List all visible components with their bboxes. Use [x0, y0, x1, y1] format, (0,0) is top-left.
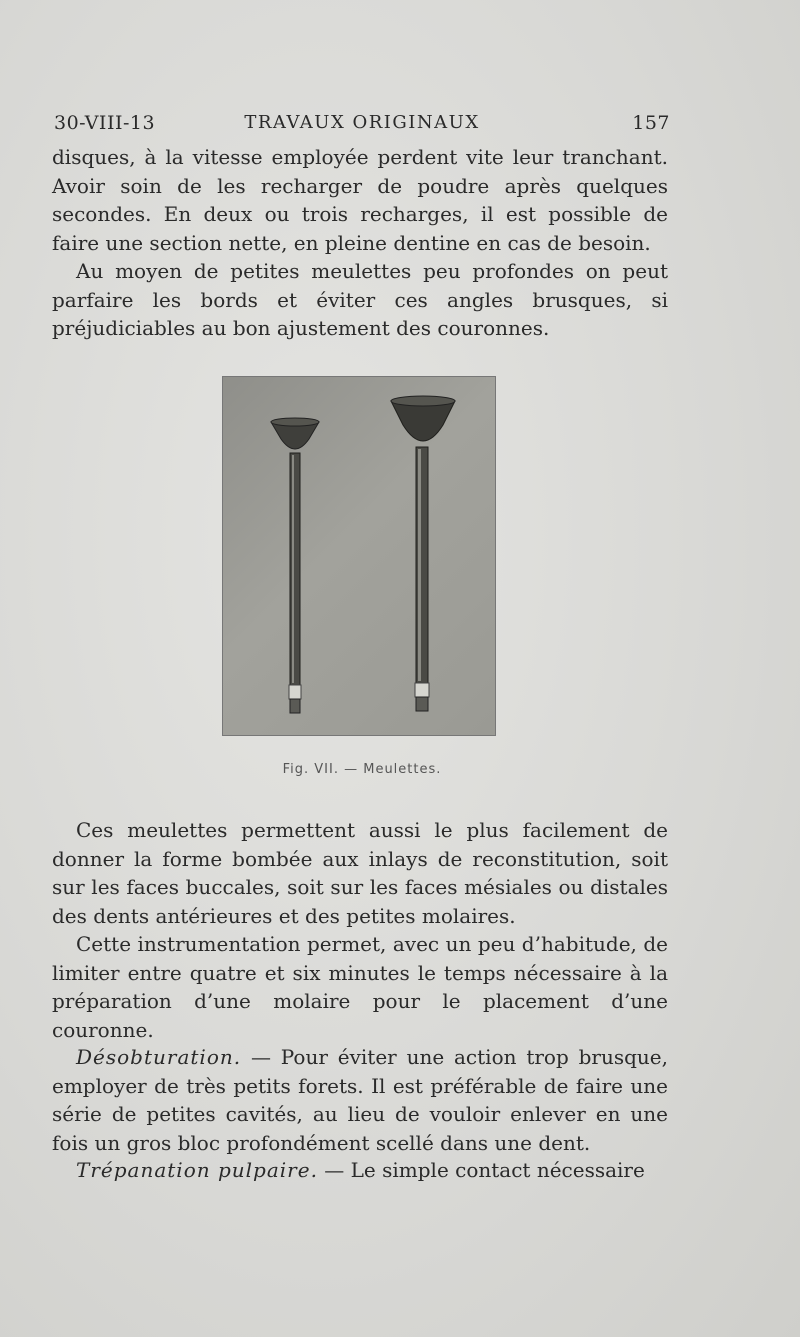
paragraph-4: Cette instrumentation permet, avec un peu d’habitude, de limiter entre quatre et six minutes le temps nécessaire à la préparation d’une molaire pour le placement d’une couronne.: [52, 932, 668, 1042]
meulettes-illustration: [223, 377, 495, 735]
figure-meulettes-photo: [222, 376, 496, 736]
page-number: 157: [632, 112, 670, 134]
paragraph-5: [52, 1043, 668, 1157]
paragraph-5-text: — Pour éviter une action trop brusque, employer de très petits forets. Il est préférable de faire une série de petites cavités, au lieu de vouloir enlever en une fois un gros bloc profondément scellé dans une dent.: [52, 1045, 668, 1155]
paragraph-6: [52, 1156, 668, 1185]
meulette-left-icon: [271, 418, 319, 713]
figure-caption: Fig. VII. — Meulettes.: [282, 762, 442, 777]
running-header: [54, 112, 670, 140]
header-section-title: TRAVAUX ORIGINAUX: [244, 112, 480, 133]
paragraph-3: Ces meulettes permettent aussi le plus facilement de donner la forme bombée aux inlays de reconstitution, soit sur les faces buccales, soit sur les faces mésiales ou distales des dents antérieures et des petites molaires.: [52, 818, 668, 928]
header-date: 30-VIII-13: [54, 112, 156, 134]
meulette-right-icon: [391, 396, 455, 711]
paragraph-2: Au moyen de petites meulettes peu profondes on peut parfaire les bords et éviter ces angles brusques, si préjudiciables au bon ajustement des couronnes.: [52, 259, 668, 340]
paragraph-5-title: Désobturation.: [76, 1045, 242, 1069]
paragraph-1: disques, à la vitesse employée perdent vite leur tranchant. Avoir soin de les recharger de poudre après quelques secondes. En deux ou trois recharges, il est possible de faire une section nette, en pleine dentine en cas de besoin.: [52, 145, 668, 255]
paragraph-6-text: — Le simple contact nécessaire: [317, 1158, 645, 1182]
paragraph-6-title: Trépanation pulpaire.: [76, 1158, 318, 1182]
